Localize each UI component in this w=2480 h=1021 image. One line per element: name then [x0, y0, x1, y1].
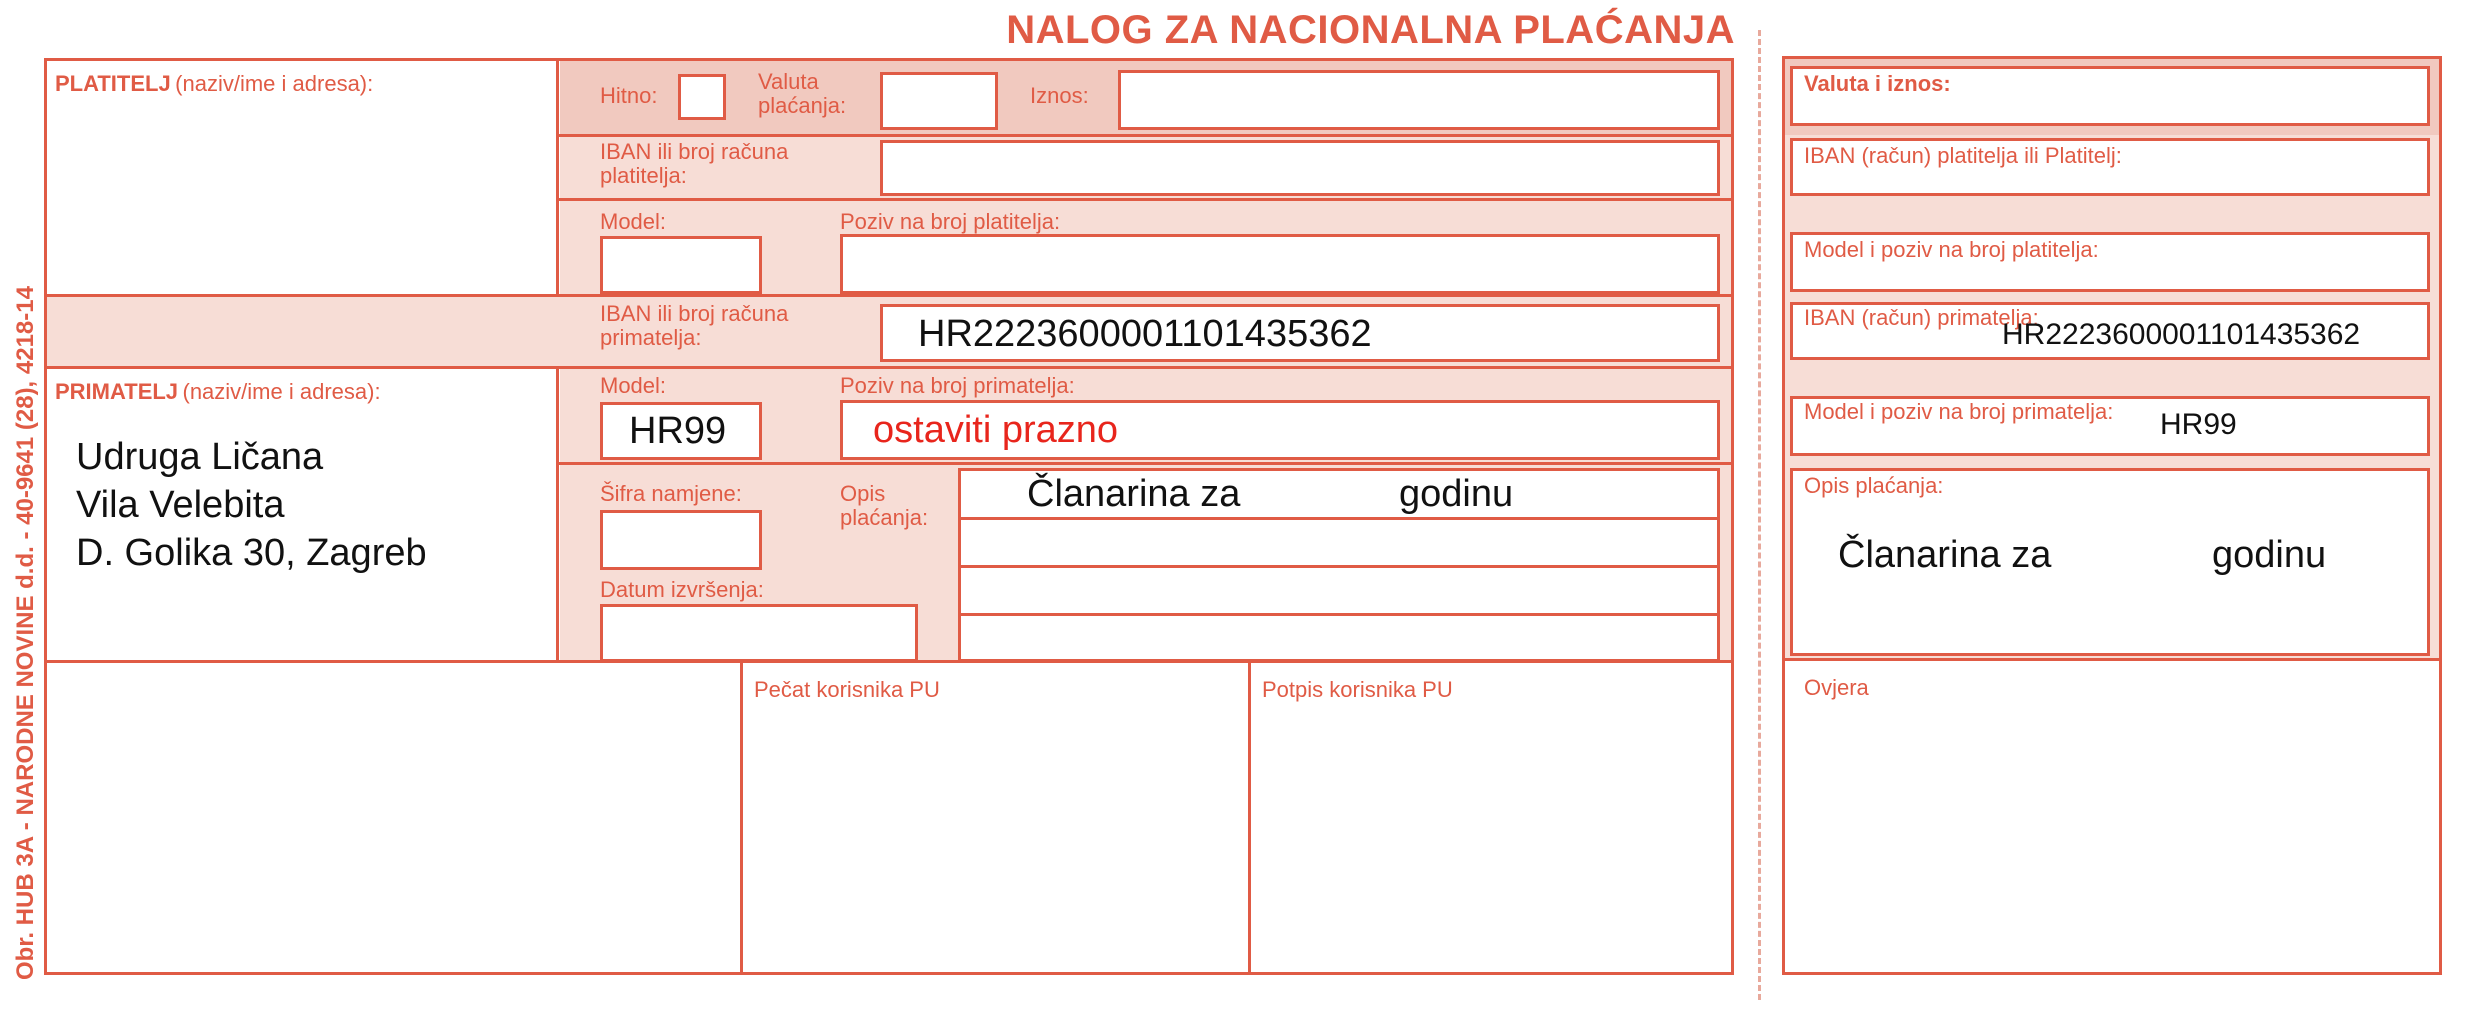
- recipient-name: Udruga Ličana: [76, 436, 324, 478]
- execution-date-label: Datum izvršenja:: [600, 577, 764, 602]
- recipient-model-value: HR99: [629, 410, 727, 452]
- description-value-year: godinu: [1399, 473, 1514, 515]
- recipient-model-field[interactable]: [600, 402, 762, 460]
- form-title-text: NALOG ZA NACIONALNA PLAĆANJA: [1006, 8, 1735, 52]
- perforation-line: [1758, 30, 1761, 1000]
- recipient-iban-value: HR2223600001101435362: [918, 313, 1372, 355]
- payer-iban-field[interactable]: [880, 140, 1720, 196]
- description-line-3: [961, 613, 1717, 616]
- payer-model-label: Model:: [600, 209, 667, 234]
- recipient-iban-field[interactable]: [880, 304, 1720, 362]
- description-line-1: [961, 517, 1717, 520]
- currency-field[interactable]: [880, 72, 998, 130]
- stub-payer-model-label: Model i poziv na broj platitelja:: [1804, 237, 2099, 262]
- payer-ref-field[interactable]: [840, 234, 1720, 294]
- description-value: Članarina za: [1027, 473, 1241, 515]
- recipient-city: D. Golika 30, Zagreb: [76, 532, 427, 574]
- stub-amount-label: Valuta i iznos:: [1804, 71, 1951, 96]
- recipient-label-rest: (naziv/ime i adresa):: [182, 379, 381, 404]
- payer-iban-label: IBAN ili broj računa platitelja:: [600, 139, 789, 188]
- recipient-iban-label: IBAN ili broj računa primatelja:: [600, 301, 789, 350]
- payer-model-field[interactable]: [600, 236, 762, 294]
- urgent-checkbox[interactable]: [678, 74, 726, 120]
- divider-stamp-right: [1248, 660, 1251, 975]
- stub-description-value-year: godinu: [2212, 534, 2327, 576]
- stamp-label: Pečat korisnika PU: [754, 677, 940, 702]
- form-code-side-text: [6, 20, 46, 980]
- purpose-code-field[interactable]: [600, 510, 762, 570]
- purpose-code-label: Šifra namjene:: [600, 481, 742, 506]
- divider-payer-iban-bottom: [556, 198, 1734, 201]
- payer-ref-label: Poziv na broj platitelja:: [840, 209, 1061, 234]
- recipient-ref-value: ostaviti prazno: [873, 409, 1119, 451]
- payer-label-bold: PLATITELJ: [55, 71, 171, 96]
- recipient-model-label: Model:: [600, 373, 667, 398]
- stub-description-label: Opis plaćanja:: [1804, 473, 1944, 498]
- recipient-ref-label: Poziv na broj primatelja:: [840, 373, 1075, 398]
- form-title: [900, 8, 1735, 53]
- stub-recipient-model-label: Model i poziv na broj primatelja:: [1804, 399, 2114, 424]
- recipient-label: [55, 380, 381, 404]
- description-label: Opis plaćanja:: [840, 481, 929, 530]
- amount-field[interactable]: [1118, 70, 1720, 130]
- stub-recipient-iban-value: HR2223600001101435362: [2002, 318, 2361, 351]
- recipient-ref-field[interactable]: [840, 400, 1720, 460]
- recipient-street: Vila Velebita: [76, 484, 285, 526]
- stub-divider-verification: [1782, 658, 2442, 661]
- divider-left-column-2: [556, 368, 559, 663]
- payer-label-rest: (naziv/ime i adresa):: [175, 71, 374, 96]
- divider-recipient-model-bottom: [556, 462, 1734, 465]
- divider-left-column: [556, 58, 559, 296]
- currency-label: Valuta plaćanja:: [758, 69, 847, 118]
- urgent-label: Hitno:: [600, 83, 658, 108]
- stub-description-value: Članarina za: [1838, 534, 2052, 576]
- stub-recipient-model-value: HR99: [2160, 408, 2237, 441]
- stub-verification-label: Ovjera: [1804, 675, 1869, 700]
- description-field[interactable]: [958, 468, 1720, 662]
- description-line-2: [961, 565, 1717, 568]
- stub-recipient-iban-label: IBAN (račun) primatelja:: [1804, 305, 2039, 330]
- recipient-label-bold: PRIMATELJ: [55, 379, 179, 404]
- divider-urgent-bottom: [556, 134, 1734, 137]
- form-code-text: Obr. HUB 3A - NARODNE NOVINE d.d. - 40-9641 (28), 4218-14: [12, 286, 39, 980]
- execution-date-field[interactable]: [600, 604, 918, 662]
- stub-payer-iban-label: IBAN (račun) platitelja ili Platitelj:: [1804, 143, 2122, 168]
- divider-recipient-iban-bottom: [44, 366, 1734, 369]
- signature-label: Potpis korisnika PU: [1262, 677, 1453, 702]
- divider-stamp-left: [740, 660, 743, 975]
- payer-label: [55, 72, 373, 96]
- divider-payer-bottom: [44, 294, 1734, 297]
- amount-label: Iznos:: [1030, 83, 1089, 108]
